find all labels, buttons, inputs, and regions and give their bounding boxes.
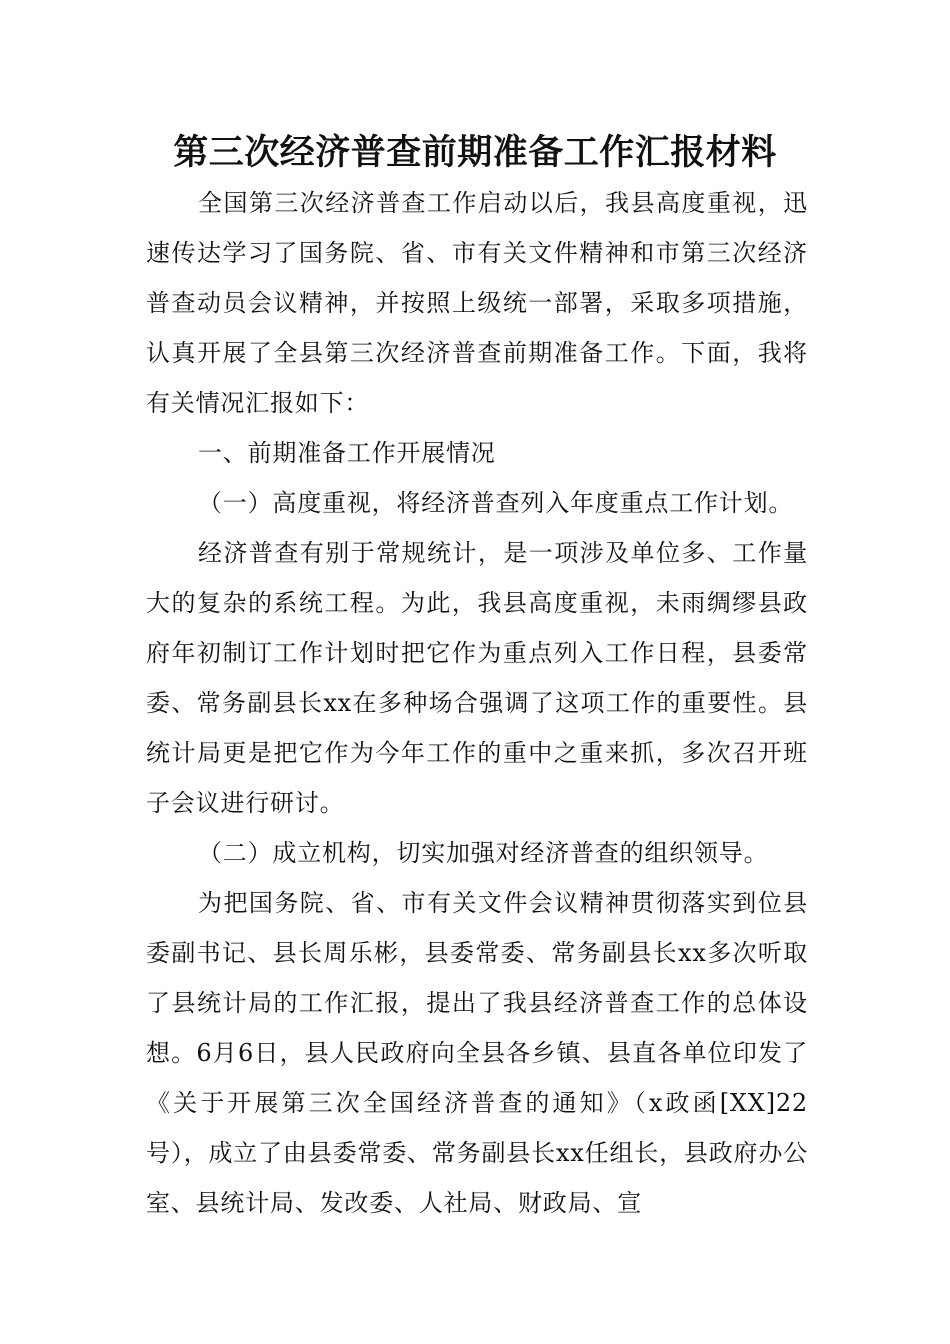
subsection-heading-2: （二）成立机构，切实加强对经济普查的组织领导。 bbox=[198, 839, 769, 867]
document-title: 第三次经济普查前期准备工作汇报材料 bbox=[173, 132, 777, 173]
document-body bbox=[146, 178, 808, 1228]
paragraph-intro: 全国第三次经济普查工作启动以后，我县高度重视，迅速传达学习了国务院、省、市有关文件精神和市第三次经济普查动员会议精神，并按照上级统一部署，采取多项措施，认真开展了全县第三次经济普查前期准备工作。下面，我将有关情况汇报如下： bbox=[146, 189, 808, 417]
paragraph-2: 为把国务院、省、市有关文件会议精神贯彻落实到位县委副书记、县长周乐彬，县委常委、常务副县长xx多次听取了县统计局的工作汇报，提出了我县经济普查工作的总体设想。6月6日，县人民政府向全县各乡镇、县直各单位印发了《关于开展第三次全国经济普查的通知》（x政函[XX]22号），成立了由县委常委、常务副县长xx任组长，县政府办公室、县统计局、发改委、人社局、财政局、宣 bbox=[146, 889, 808, 1217]
paragraph-1: 经济普查有别于常规统计，是一项涉及单位多、工作量大的复杂的系统工程。为此，我县高度重视，未雨绸缪县政府年初制订工作计划时把它作为重点列入工作日程，县委常委、常务副县长xx在多种场合强调了这项工作的重要性。县统计局更是把它作为今年工作的重中之重来抓，多次召开班子会议进行研讨。 bbox=[146, 539, 808, 817]
section-heading-1: 一、前期准备工作开展情况 bbox=[198, 439, 496, 467]
subsection-heading-1: （一）高度重视，将经济普查列入年度重点工作计划。 bbox=[198, 489, 794, 517]
